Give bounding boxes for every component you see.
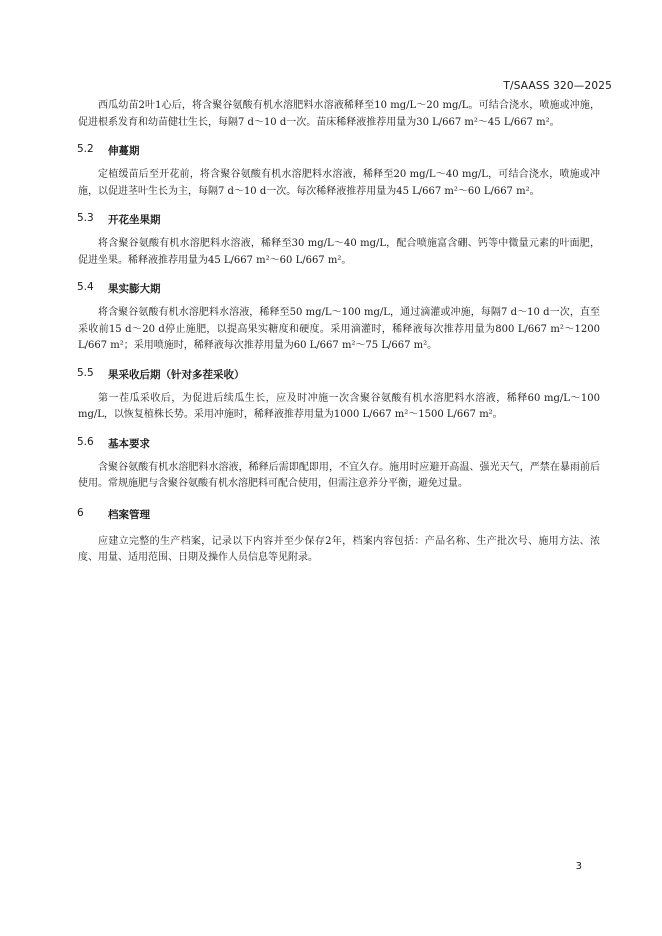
section-heading <box>77 212 600 227</box>
section-number: 5.6 <box>77 435 94 448</box>
section-paragraph: 含聚谷氨酸有机水溶肥料水溶液，稀释后需即配即用，不宜久存。施用时应避开高温、强光天气，严禁在暴雨前后使用。常规施肥与含聚谷氨酸有机水溶肥料可配合使用，但需注意养分平衡，避免过量。 <box>78 461 600 489</box>
section-title: 伸蔓期 <box>108 145 140 157</box>
section-number: 5.5 <box>77 366 94 379</box>
document-body <box>78 98 600 579</box>
section-5-3 <box>78 212 600 269</box>
section-number: 5.2 <box>77 143 94 155</box>
chapter-number: 6 <box>77 506 84 519</box>
chapter-title: 档案管理 <box>108 508 150 521</box>
section-heading <box>77 143 600 158</box>
section-number: 5.3 <box>77 212 94 224</box>
chapter-6 <box>78 507 600 567</box>
section-5-2 <box>78 143 600 200</box>
chapter-heading <box>77 507 600 522</box>
section-number: 5.4 <box>77 281 94 293</box>
standard-code: T/SAASS 320—2025 <box>503 80 612 92</box>
section-heading <box>77 436 600 451</box>
section-title: 开花坐果期 <box>108 214 161 226</box>
section-title: 基本要求 <box>108 437 150 450</box>
section-paragraph: 第一茬瓜采收后，为促进后续瓜生长，应及时冲施一次含聚谷氨酸有机水溶肥料水溶液，稀释60 mg/L～100 mg/L，以恢复植株长势。采用冲施时，稀释液推荐用量为1000 L/667 m²～1500 L/667 m²。 <box>78 392 600 420</box>
page-number: 3 <box>575 861 582 872</box>
section-5-4 <box>78 281 600 355</box>
section-title: 果采收后期（针对多茬采收） <box>108 368 245 381</box>
section-title: 果实膨大期 <box>108 283 161 295</box>
chapter-paragraph: 应建立完整的生产档案，记录以下内容并至少保存2年，档案内容包括：产品名称、生产批次号、施用方法、浓度、用量、适用范围、日期及操作人员信息等见附录。 <box>78 535 600 563</box>
section-5-5 <box>78 367 600 424</box>
section-paragraph: 将含聚谷氨酸有机水溶肥料水溶液，稀释至30 mg/L～40 mg/L，配合喷施富含硼、钙等中微量元素的叶面肥，促进坐果。稀释液推荐用量为45 L/667 m²～60 L/667 m²。 <box>78 238 600 266</box>
section-heading <box>77 281 600 296</box>
intro-paragraph: 西瓜幼苗2叶1心后，将含聚谷氨酸有机水溶肥料水溶液稀释至10 mg/L～20 mg/L。可结合浇水，喷施或冲施，促进根系发育和幼苗健壮生长，每隔7 d～10 d一次。苗床稀释液推荐用量为30 L/667 m²～45 L/667 m²。 <box>78 100 600 128</box>
section-5-6 <box>78 436 600 493</box>
section-paragraph: 将含聚谷氨酸有机水溶肥料水溶液，稀释至50 mg/L～100 mg/L，通过滴灌或冲施，每隔7 d～10 d一次，直至采收前15 d～20 d停止施肥，以提高果实糖度和硬度。采用滴灌时，稀释液每次推荐用量为800 L/667 m²～1200 L/667 m²；采用喷施时，稀释液每次推荐用量为60 L/667 m²～75 L/667 m²。 <box>78 307 600 351</box>
section-heading <box>77 367 600 382</box>
section-paragraph: 定植缓苗后至开花前，将含聚谷氨酸有机水溶肥料水溶液，稀释至20 mg/L～40 mg/L，可结合浇水，喷施或冲施，以促进茎叶生长为主，每隔7 d～10 d一次。每次稀释液推荐用量为45 L/667 m²～60 L/667 m²。 <box>78 169 600 197</box>
